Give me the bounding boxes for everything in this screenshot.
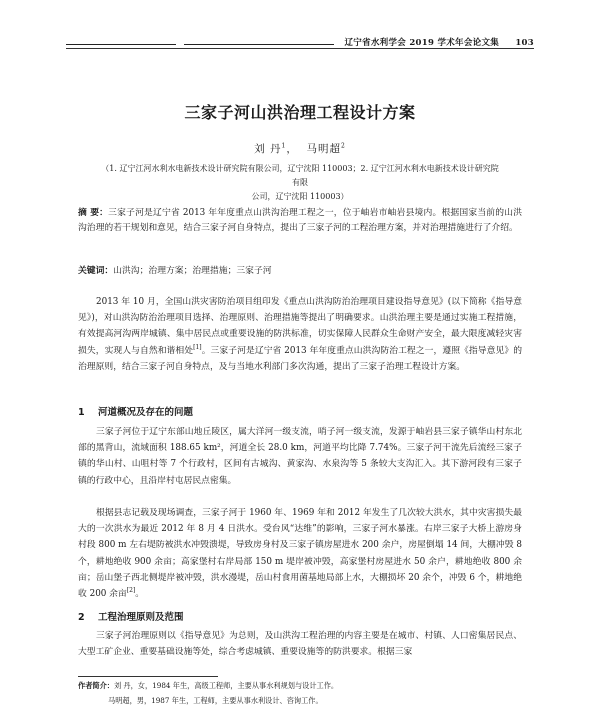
footnote-label: 作者简介： — [78, 681, 114, 690]
header-rule — [66, 48, 534, 49]
header-rule-left-2 — [184, 44, 334, 45]
keywords-label: 关键词： — [78, 266, 114, 276]
author-2-mark: 2 — [341, 142, 346, 150]
footnote-rule — [78, 676, 218, 677]
section-1-paragraph-1: 三家子河位于辽宁东部山地丘陵区，属大洋河一级支流，哨子河一级支流，发源于岫岩县三家子镇华山村东北部的黑背山，流域面积 188.65 km²，河道全长 28.0 km，河道平均比降 7.74%。三家子河干流先后流经三家子镇的华山村、山咀村等 7 个行政村，区间有古城沟、黄家沟、水泉沟等 5 条较大支沟汇入。其下游河段有三家子镇的行政中心，且沿岸村屯居民点密集。 — [78, 427, 522, 486]
abstract-label: 摘 要： — [78, 208, 109, 218]
footnote-author-2: 马明超，男，1987 年生，工程师，主要从事水利设计、咨询工作。 — [108, 696, 323, 705]
journal-name: 辽宁省水利学会 2019 学术年会论文集 — [344, 38, 500, 48]
page-number: 103 — [515, 38, 534, 48]
section-1-number: 1 — [78, 407, 85, 418]
affiliations — [100, 162, 500, 204]
intro-text-after: 。三家子河是辽宁省 2013 年年度重点山洪沟防治工程之一，遵照《指导意见》的治理原则，结合三家子河自身特点，及与当地水利部门多次沟通，提出了三家子治理工程设计方案。 — [78, 345, 522, 372]
section-1-paragraph-2 — [78, 505, 522, 602]
section-1-p2-after: 。 — [135, 589, 145, 600]
abstract — [78, 206, 522, 236]
author-2: 马明超 — [306, 143, 342, 155]
abstract-text: 三家子河是辽宁省 2013 年年度重点山洪沟治理工程之一，位于岫岩市岫岩县境内。根据国家当前的山洪沟治理的若干规划和意见，结合三家子河自身特点，提出了三家子河的工程治理方案，并对治理措施进行了介绍。 — [78, 208, 522, 233]
intro-ref: [1] — [193, 343, 202, 351]
affiliation-line-1: （1. 辽宁江河水利水电新技术设计研究院有限公司，辽宁沈阳 110003；2. 辽宁江河水利水电新技术设计研究院有限 — [101, 164, 499, 187]
affiliation-line-2: 公司，辽宁沈阳 110003） — [251, 192, 349, 201]
running-header — [344, 36, 534, 48]
header-rule-left — [66, 44, 176, 45]
section-1-title: 河道概况及存在的问题 — [98, 407, 194, 418]
section-2-number: 2 — [78, 612, 85, 623]
footnote-author-1 — [78, 681, 538, 691]
footnote-author-1-info: 刘 丹，女，1984 年生，高级工程师，主要从事水利规划与设计工作。 — [113, 681, 339, 690]
keywords — [78, 263, 522, 276]
author-1: 刘 丹 — [254, 143, 282, 155]
section-1-heading — [78, 404, 193, 418]
intro-paragraph — [78, 294, 522, 375]
intro-text: 2013 年 10 月，全国山洪灾害防治项目组印发《重点山洪沟防治治理项目建设指导意见》(以下简称《指导意见》)，对山洪沟防治治理项目选择、治理原则、治理措施等提出了明确要求。山洪治理主要是通过实施工程措施，有效提高河沟两岸城镇、集中居民点或重要设施的防洪标准，切实保障人民群众生命财产安全，最大限度减轻灾害损失，实现人与自然和谐相处 — [78, 297, 522, 356]
section-2-title: 工程治理原则及范围 — [98, 612, 184, 623]
keywords-text: 山洪沟；治理方案；治理措施；三家子河 — [113, 266, 272, 276]
author-1-mark: 1 — [281, 142, 287, 150]
section-2-heading — [78, 609, 184, 623]
section-1-p2-text: 根据县志记载及现场调查，三家子河于 1960 年、1969 年和 2012 年发生了几次较大洪水，其中灾害损失最大的一次洪水为最近 2012 年 8 月 4 日洪水。受台风“达维”的影响，三家子河水暴涨。右岸三家子大桥上游房身村段 800 m 左右堤防被洪水冲毁溃堤，导致房身村及三家子镇房屋进水 200 余户，房屋倒塌 14 间，大棚冲毁 8 个，耕地绝收 900 余亩；高家堡村右岸局部 150 m 堤岸被冲毁，高家堡村房屋进水 50 余户，耕地绝收 800 余亩；岳山堡子西北侧堤岸被冲毁，洪水漫堤，岳山村食用菌基地局部上水，大棚损坏 20 余个，冲毁 6 个，耕地绝收 200 余亩 — [78, 508, 522, 600]
authors: 刘 丹$^1$， 马明超$^2$ — [254, 142, 346, 155]
section-1-p2-ref: [2] — [126, 587, 136, 595]
paper-title: 三家子河山洪治理工程设计方案 — [184, 103, 416, 122]
section-2-paragraph-1: 三家子河治理原则以《指导意见》为总则，及山洪沟工程治理的内容主要是在城市、村镇、人口密集居民点、大型工矿企业、重要基础设施等处，综合考虑城镇、重要设施等的防洪要求。根据三家 — [78, 631, 522, 658]
